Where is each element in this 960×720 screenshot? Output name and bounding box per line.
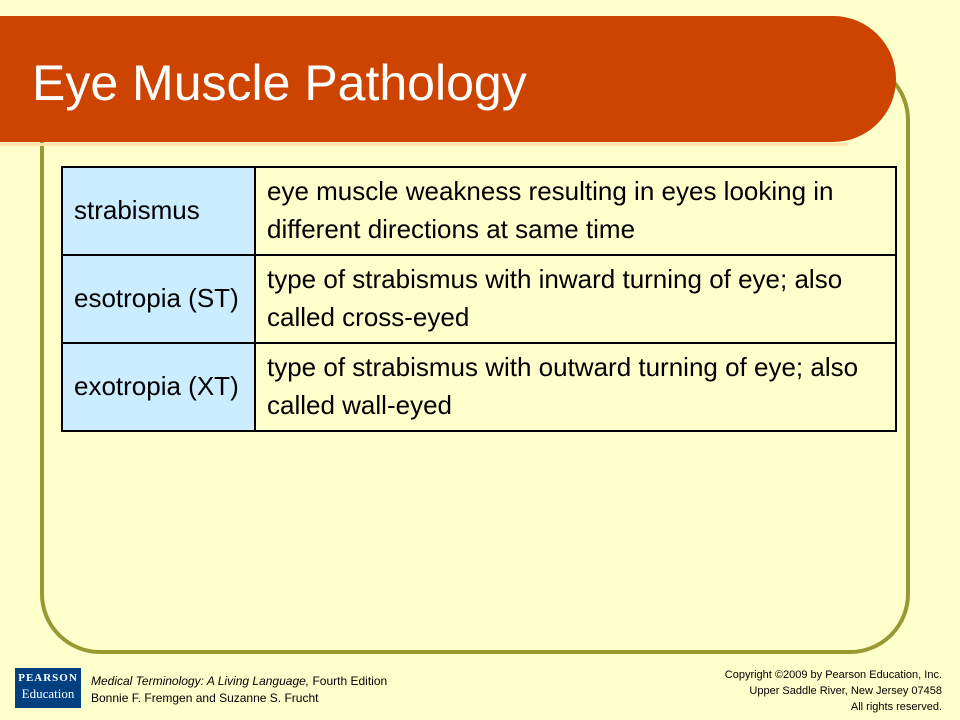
terms-table — [61, 166, 897, 432]
copyright-line: Copyright ©2009 by Pearson Education, Inc. — [724, 669, 942, 681]
footer-book-info — [91, 673, 387, 707]
rights-line: All rights reserved. — [850, 701, 942, 713]
term-cell: strabismus — [62, 167, 255, 255]
book-title: Medical Terminology: A Living Language, — [91, 674, 310, 688]
slide-title: Eye Muscle Pathology — [32, 55, 527, 111]
book-authors: Bonnie F. Fremgen and Suzanne S. Frucht — [91, 691, 319, 705]
logo-top-text: PEARSON — [18, 672, 78, 684]
pearson-logo — [15, 668, 81, 708]
address-line: Upper Saddle River, New Jersey 07458 — [749, 685, 942, 697]
book-title-line — [91, 673, 387, 690]
definition-cell: type of strabismus with outward turning of eye; also called wall-eyed — [255, 343, 896, 431]
table-row — [62, 343, 896, 431]
title-bar — [0, 16, 896, 142]
definition-cell: eye muscle weakness resulting in eyes looking in different directions at same time — [255, 167, 896, 255]
table-row — [62, 167, 896, 255]
logo-bottom-text: Education — [21, 686, 75, 701]
title-underline — [0, 143, 848, 146]
term-cell: exotropia (XT) — [62, 343, 255, 431]
definition-cell: type of strabismus with inward turning of eye; also called cross-eyed — [255, 255, 896, 343]
term-cell: esotropia (ST) — [62, 255, 255, 343]
book-edition: Fourth Edition — [309, 674, 388, 688]
table-row — [62, 255, 896, 343]
footer-copyright — [725, 667, 942, 715]
